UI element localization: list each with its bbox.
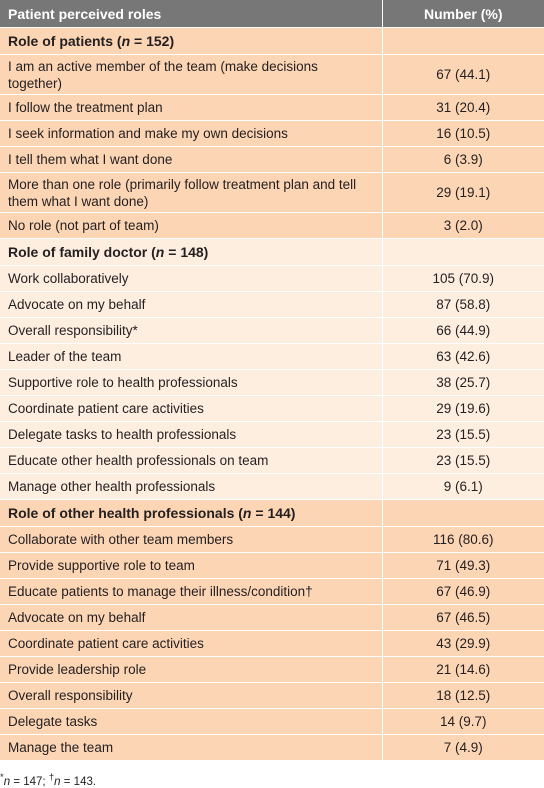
table-row [0, 579, 544, 605]
row-label: Provide leadership role [0, 657, 382, 683]
row-label: Overall responsibility [0, 683, 382, 709]
row-label: Educate patients to manage their illness/condition† [0, 579, 382, 605]
row-label: I follow the treatment plan [0, 95, 382, 121]
section-title-row [0, 500, 544, 527]
table-row [0, 95, 544, 121]
row-value: 16 (10.5) [382, 121, 544, 147]
row-value: 38 (25.7) [382, 370, 544, 396]
table-row [0, 121, 544, 147]
row-value: 7 (4.9) [382, 735, 544, 761]
row-value: 87 (58.8) [382, 292, 544, 318]
section-other-professionals [0, 500, 544, 761]
row-label: Overall responsibility* [0, 318, 382, 344]
table-row [0, 605, 544, 631]
table-footnote: *n = 147; †n = 143. [0, 772, 97, 788]
row-label: Coordinate patient care activities [0, 631, 382, 657]
row-label: Advocate on my behalf [0, 292, 382, 318]
table-row [0, 213, 544, 239]
table-row [0, 55, 544, 95]
row-value: 21 (14.6) [382, 657, 544, 683]
table-row [0, 553, 544, 579]
row-value: 9 (6.1) [382, 474, 544, 500]
row-label: No role (not part of team) [0, 213, 382, 239]
table-row [0, 527, 544, 553]
row-value: 67 (44.1) [382, 55, 544, 95]
row-value: 18 (12.5) [382, 683, 544, 709]
table-header-row [0, 0, 544, 28]
row-value: 43 (29.9) [382, 631, 544, 657]
table-row [0, 370, 544, 396]
row-value: 31 (20.4) [382, 95, 544, 121]
row-value: 3 (2.0) [382, 213, 544, 239]
table-row [0, 683, 544, 709]
section-title-row [0, 239, 544, 266]
row-value: 116 (80.6) [382, 527, 544, 553]
header-roles: Patient perceived roles [0, 0, 382, 28]
row-label: Manage other health professionals [0, 474, 382, 500]
row-label: More than one role (primarily follow treatment plan and tell them what I want done) [0, 173, 382, 213]
table-row [0, 396, 544, 422]
row-label: I seek information and make my own decisions [0, 121, 382, 147]
row-value: 23 (15.5) [382, 422, 544, 448]
table-row [0, 709, 544, 735]
row-label: Supportive role to health professionals [0, 370, 382, 396]
table-row [0, 173, 544, 213]
table-row [0, 735, 544, 761]
row-label: Leader of the team [0, 344, 382, 370]
table-row [0, 344, 544, 370]
table-row [0, 474, 544, 500]
section-family-doctor [0, 239, 544, 500]
row-label: Manage the team [0, 735, 382, 761]
table-row [0, 266, 544, 292]
table-row [0, 422, 544, 448]
table-row [0, 657, 544, 683]
row-value: 67 (46.9) [382, 579, 544, 605]
row-label: Delegate tasks [0, 709, 382, 735]
table-row [0, 448, 544, 474]
row-label: Advocate on my behalf [0, 605, 382, 631]
row-value: 14 (9.7) [382, 709, 544, 735]
row-value: 29 (19.6) [382, 396, 544, 422]
row-label: Collaborate with other team members [0, 527, 382, 553]
row-label: Work collaboratively [0, 266, 382, 292]
section-title: Role of other health professionals (n = 144) [0, 500, 382, 527]
table-row [0, 631, 544, 657]
row-label: Coordinate patient care activities [0, 396, 382, 422]
row-label: I am an active member of the team (make decisions together) [0, 55, 382, 95]
row-value: 23 (15.5) [382, 448, 544, 474]
row-value: 63 (42.6) [382, 344, 544, 370]
section-patients [0, 28, 544, 239]
row-value: 105 (70.9) [382, 266, 544, 292]
section-title: Role of family doctor (n = 148) [0, 239, 382, 266]
row-value: 67 (46.5) [382, 605, 544, 631]
header-number: Number (%) [382, 0, 544, 28]
table-row [0, 147, 544, 173]
section-title: Role of patients (n = 152) [0, 28, 382, 55]
row-value: 66 (44.9) [382, 318, 544, 344]
row-value: 6 (3.9) [382, 147, 544, 173]
table-row [0, 318, 544, 344]
row-value: 71 (49.3) [382, 553, 544, 579]
row-label: Educate other health professionals on team [0, 448, 382, 474]
table-row [0, 292, 544, 318]
row-label: I tell them what I want done [0, 147, 382, 173]
row-value: 29 (19.1) [382, 173, 544, 213]
row-label: Provide supportive role to team [0, 553, 382, 579]
row-label: Delegate tasks to health professionals [0, 422, 382, 448]
section-title-row [0, 28, 544, 55]
